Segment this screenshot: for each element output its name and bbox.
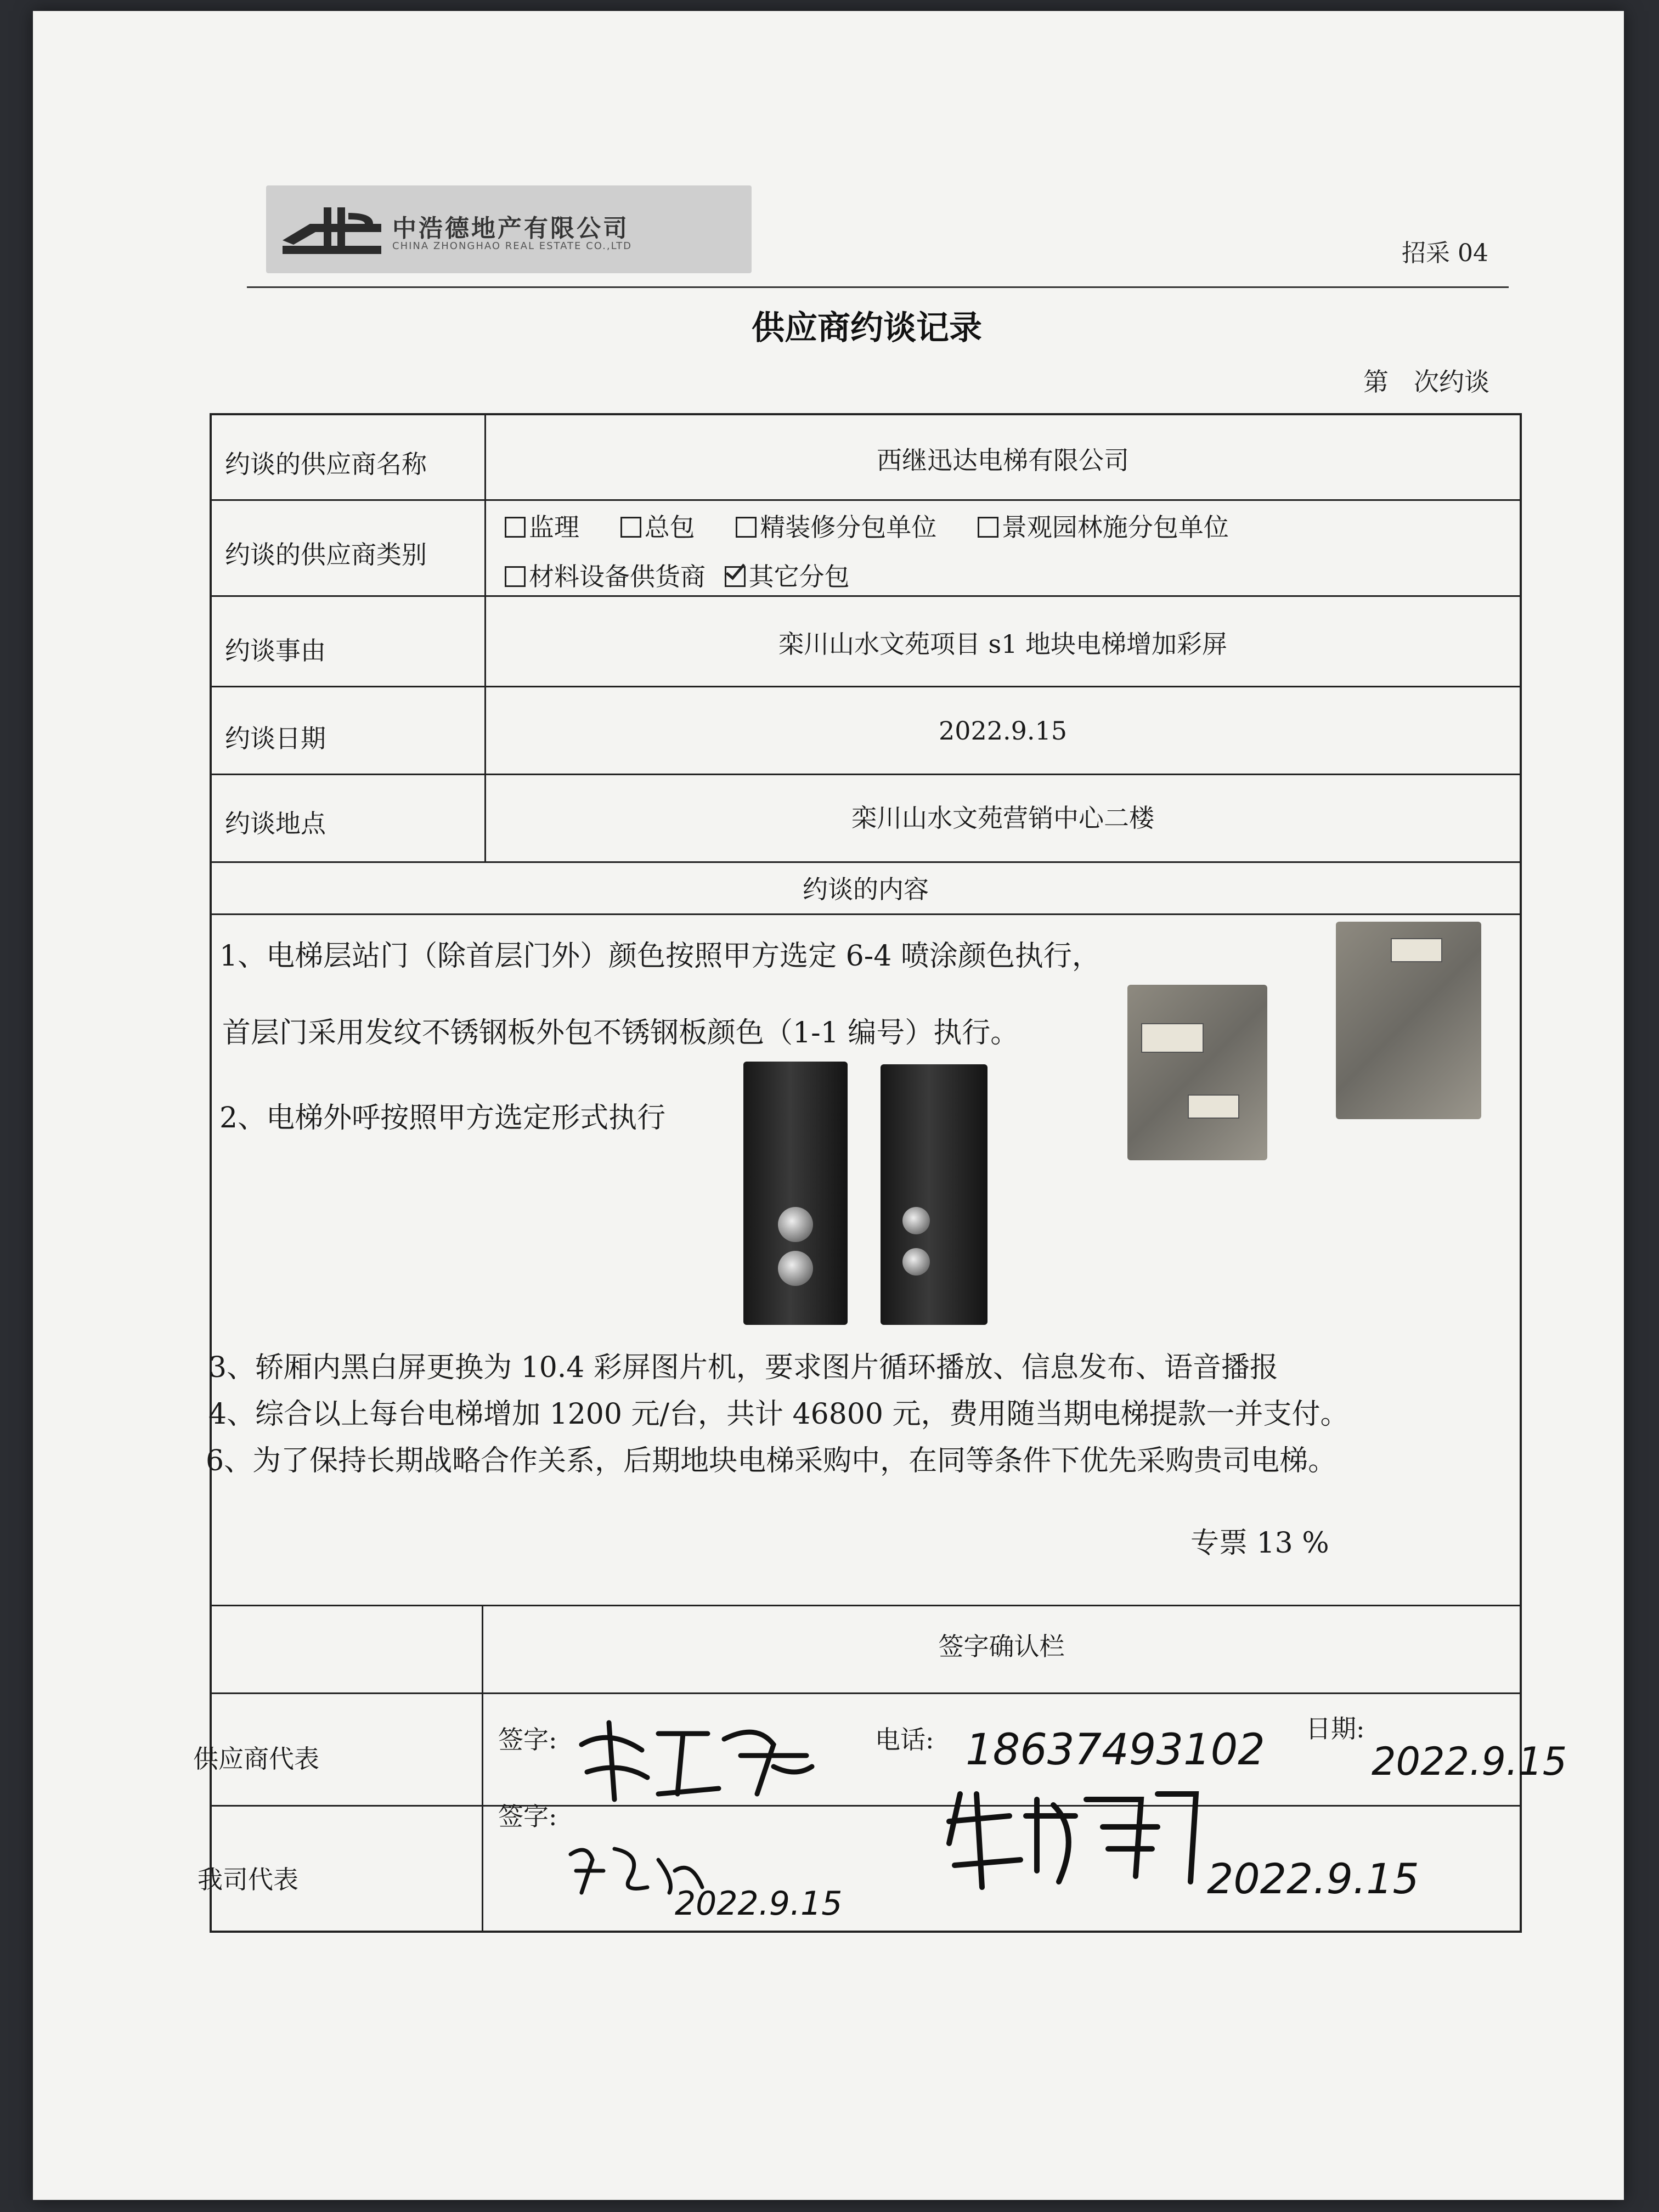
- table-border-top: [210, 413, 1522, 415]
- checkbox-general-contractor[interactable]: [620, 512, 695, 542]
- row-divider: [210, 1692, 1522, 1694]
- checkbox-other-subcontractor[interactable]: [725, 562, 850, 591]
- content-item-3: 3、轿厢内黑白屏更换为 10.4 彩屏图片机，要求图片循环播放、信息发布、语音播报: [208, 1351, 1278, 1384]
- checkbox-decoration-subcontractor[interactable]: [736, 512, 936, 542]
- row-divider: [210, 913, 1522, 915]
- document-title: 供应商约谈记录: [752, 309, 982, 347]
- company-handwritten-signature-2: [944, 1783, 1207, 1895]
- checkbox-label: 景观园林施分包单位: [1001, 512, 1229, 542]
- supplier-date-handwritten: 2022.9.15: [1372, 1739, 1567, 1784]
- color-sample-photo-6-4: [1336, 922, 1481, 1119]
- supplier-signature-label: 签字:: [498, 1725, 557, 1754]
- supplier-category-label: 约谈的供应商类别: [225, 540, 427, 569]
- checkbox-label: 精装修分包单位: [760, 512, 937, 542]
- call-button-down: [778, 1251, 813, 1286]
- content-item-1-continued: 首层门采用发纹不锈钢板外包不锈钢板颜色（1-1 编号）执行。: [222, 1017, 1019, 1049]
- row-divider: [210, 499, 1522, 501]
- session-number: 第 次约谈: [1363, 367, 1489, 397]
- meeting-location-value: 栾川山水文苑营销中心二楼: [851, 803, 1154, 833]
- row-divider: [210, 861, 1522, 863]
- checkbox-checked-icon: [725, 566, 746, 587]
- checkbox-icon: [505, 517, 526, 538]
- table-border-right: [1520, 413, 1522, 1933]
- company-representative-label: 我司代表: [198, 1865, 298, 1894]
- company-english-name: CHINA ZHONGHAO REAL ESTATE CO.,LTD: [392, 240, 632, 252]
- sample-label: [1391, 938, 1442, 962]
- checkbox-supervision[interactable]: [505, 512, 579, 542]
- meeting-reason-value: 栾川山水文苑项目 s1 地块电梯增加彩屏: [778, 629, 1228, 659]
- row-divider: [210, 595, 1522, 597]
- header-divider: [247, 286, 1509, 288]
- supplier-representative-label: 供应商代表: [193, 1744, 319, 1774]
- tax-invoice-note: 专票 13 %: [1190, 1527, 1329, 1560]
- table-border-left: [210, 413, 212, 1933]
- call-button-up: [778, 1207, 813, 1242]
- checkbox-icon: [978, 517, 998, 538]
- content-item-6: 6、为了保持长期战略合作关系，后期地块电梯采购中，在同等条件下优先采购贵司电梯。: [206, 1444, 1337, 1477]
- elevator-call-panel-photo-front: [743, 1062, 848, 1325]
- supplier-name-value: 西继迅达电梯有限公司: [877, 445, 1129, 475]
- supplier-name-label: 约谈的供应商名称: [225, 449, 427, 479]
- content-item-2: 2、电梯外呼按照甲方选定形式执行: [219, 1102, 666, 1135]
- document-page: [33, 11, 1624, 2200]
- elevator-call-panel-photo-side: [881, 1064, 988, 1325]
- company-logo-icon: [277, 202, 387, 262]
- checkbox-icon: [736, 517, 757, 538]
- supplier-handwritten-signature: [576, 1712, 817, 1819]
- checkbox-label: 监理: [529, 512, 579, 542]
- content-item-1: 1、电梯层站门（除首层门外）颜色按照甲方选定 6-4 喷涂颜色执行，: [219, 940, 1101, 973]
- checkbox-icon: [505, 566, 526, 587]
- category-checkbox-row-2: [505, 557, 850, 593]
- supplier-date-label: 日期:: [1306, 1714, 1365, 1743]
- company-signature-label: 签字:: [498, 1802, 557, 1831]
- sample-label: [1188, 1094, 1239, 1119]
- meeting-content-heading: 约谈的内容: [803, 874, 929, 904]
- sample-label: [1141, 1023, 1204, 1053]
- meeting-location-label: 约谈地点: [225, 809, 326, 838]
- company-logo-banner: [266, 185, 752, 273]
- meeting-date-value: 2022.9.15: [938, 716, 1068, 746]
- content-item-4: 4、综合以上每台电梯增加 1200 元/台，共计 46800 元，费用随当期电梯提款一并支付。: [208, 1398, 1349, 1431]
- call-button-up: [902, 1207, 930, 1234]
- company-date-handwritten-2: 2022.9.15: [1207, 1854, 1419, 1903]
- row-divider: [210, 1805, 1522, 1807]
- row-divider: [210, 774, 1522, 775]
- meeting-reason-label: 约谈事由: [225, 636, 326, 665]
- checkbox-label: 材料设备供货商: [529, 562, 706, 591]
- company-date-handwritten-1: 2022.9.15: [675, 1884, 843, 1923]
- table-border-bottom: [210, 1931, 1522, 1933]
- supplier-phone-handwritten: 18637493102: [966, 1725, 1265, 1775]
- company-name: 中浩德地产有限公司: [392, 215, 629, 242]
- row-divider: [210, 686, 1522, 687]
- call-button-down: [902, 1248, 930, 1276]
- color-sample-photo-1-1: [1127, 985, 1267, 1160]
- checkbox-label: 其它分包: [748, 562, 850, 591]
- signature-section-heading: 签字确认栏: [938, 1632, 1065, 1661]
- checkbox-landscape-subcontractor[interactable]: [978, 512, 1229, 542]
- checkbox-material-supplier[interactable]: [505, 562, 706, 591]
- checkbox-label: 总包: [644, 512, 695, 542]
- checkbox-icon: [620, 517, 641, 538]
- category-checkbox-row-1: [505, 507, 1229, 544]
- supplier-phone-label: 电话:: [875, 1725, 934, 1754]
- row-divider: [210, 1605, 1522, 1606]
- meeting-date-label: 约谈日期: [225, 724, 326, 753]
- form-code: 招采 04: [1402, 239, 1488, 267]
